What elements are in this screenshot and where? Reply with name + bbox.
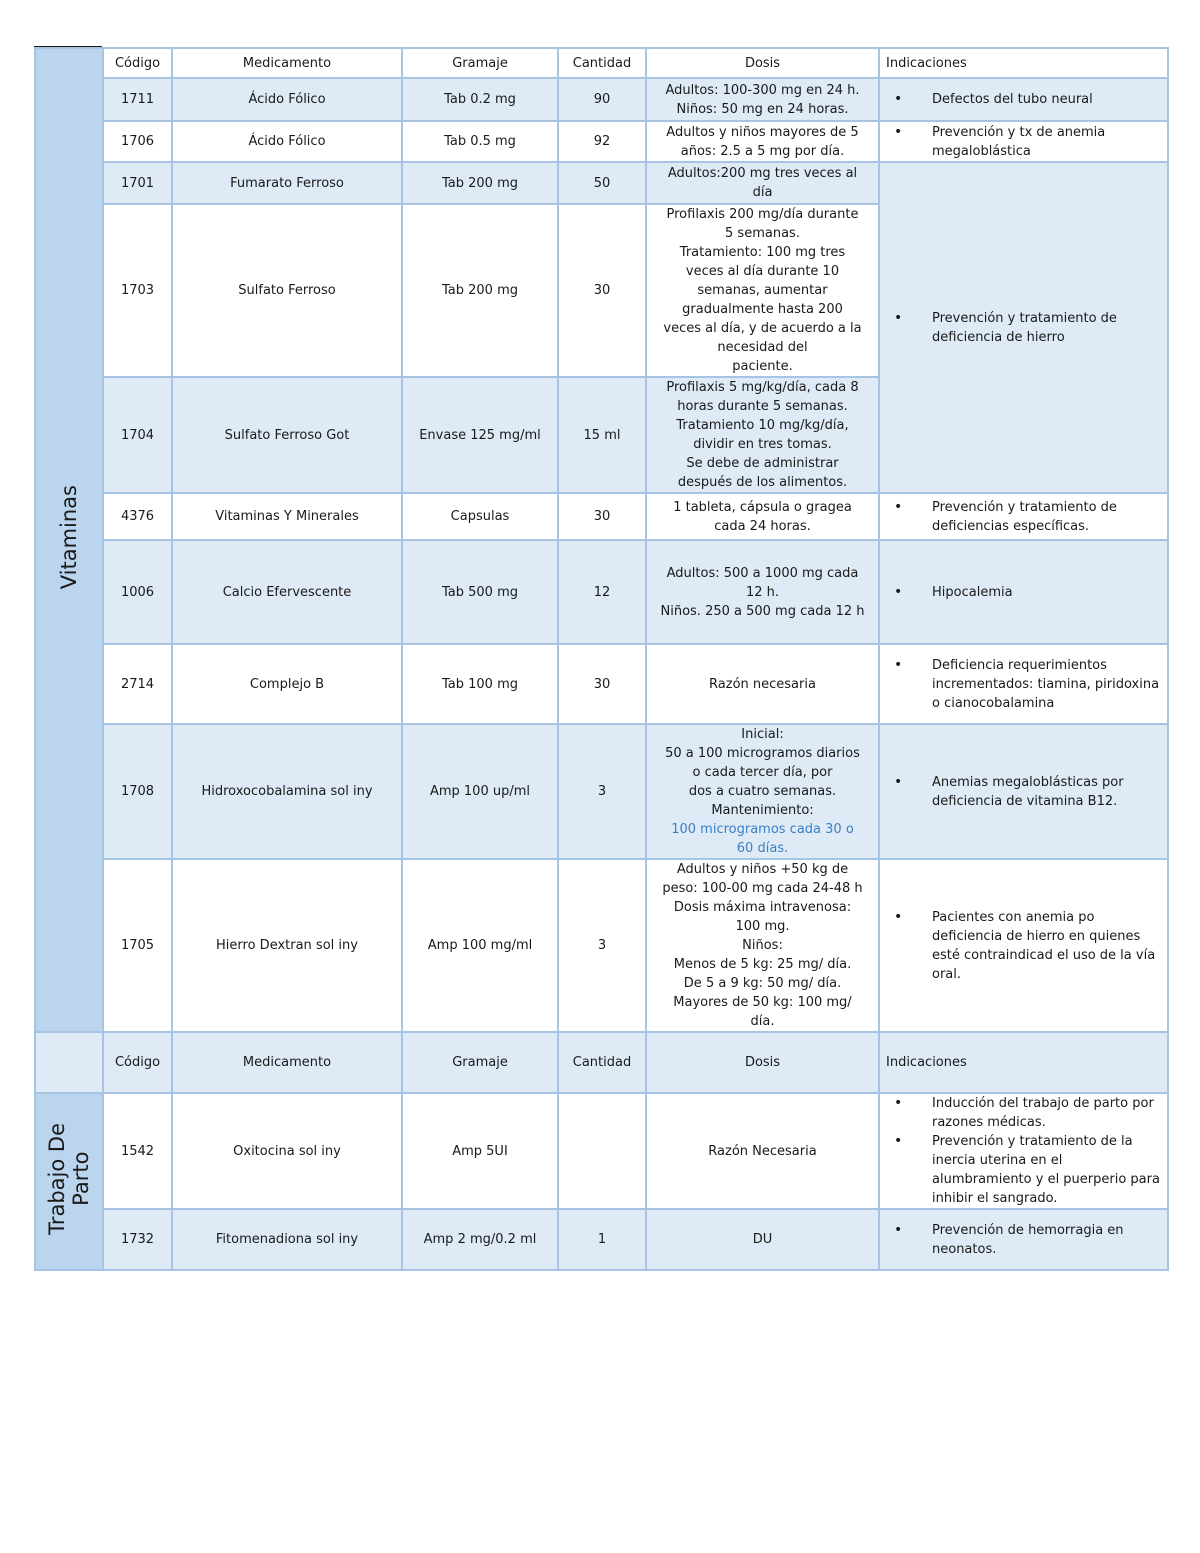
header-indicaciones: Indicaciones xyxy=(879,48,1168,78)
dose-line: Adultos y niños +50 kg de xyxy=(676,862,849,877)
indications-cell xyxy=(879,1209,1168,1270)
header-cantidad: Cantidad xyxy=(558,1032,646,1093)
dose-line: o cada tercer día, por xyxy=(692,765,833,780)
code-cell: 4376 xyxy=(103,493,172,540)
header-cantidad: Cantidad xyxy=(558,48,646,78)
name-cell: Oxitocina sol iny xyxy=(172,1093,402,1209)
dose-line-link: 60 días. xyxy=(736,841,789,856)
gramaje-cell: Amp 2 mg/0.2 ml xyxy=(402,1209,558,1270)
indications-cell xyxy=(879,724,1168,859)
dose-cell xyxy=(646,1093,879,1209)
gramaje-cell: Envase 125 mg/ml xyxy=(402,377,558,493)
dose-line: Se debe de administrar xyxy=(686,456,839,471)
table-row xyxy=(35,859,1168,1032)
dose-line-link: 100 microgramos cada 30 o xyxy=(671,822,854,837)
category-label-vitaminas: Vitaminas xyxy=(57,484,81,590)
dose-cell xyxy=(646,204,879,377)
header-dosis: Dosis xyxy=(646,48,879,78)
dose-line: 100 mg. xyxy=(735,919,790,934)
dose-line: Profilaxis 5 mg/kg/día, cada 8 xyxy=(666,380,859,395)
dose-line: paciente. xyxy=(732,359,793,374)
dose-line: Niños: 50 mg en 24 horas. xyxy=(676,101,849,117)
qty-cell: 50 xyxy=(558,162,646,204)
table-row xyxy=(35,540,1168,644)
indication-item: • Deficiencia requerimientos incrementados: tiamina, piridoxina o cianocobalamina xyxy=(932,656,1161,713)
dose-line: Adultos y niños mayores de 5 xyxy=(666,124,859,140)
code-cell: 1542 xyxy=(103,1093,172,1209)
qty-cell: 3 xyxy=(558,724,646,859)
header-codigo: Código xyxy=(103,48,172,78)
indication-item: • Hipocalemia xyxy=(932,583,1161,602)
indication-item: • Anemias megaloblásticas por deficiencia de vitamina B12. xyxy=(932,773,1161,811)
dose-line: después de los alimentos. xyxy=(677,475,848,490)
code-cell: 1703 xyxy=(103,204,172,377)
dose-line: Adultos:200 mg tres veces al xyxy=(667,166,858,181)
category-cell-vitaminas xyxy=(35,48,103,1032)
dose-line: 50 a 100 microgramos diarios xyxy=(665,746,860,761)
name-cell: Sulfato Ferroso xyxy=(172,204,402,377)
code-cell: 1711 xyxy=(103,78,172,121)
qty-cell xyxy=(558,1093,646,1209)
header-row xyxy=(35,48,1168,78)
category-cell-blank xyxy=(35,1032,103,1093)
dose-line: peso: 100-00 mg cada 24-48 h xyxy=(662,881,863,896)
dose-line: 1 tableta, cápsula o gragea xyxy=(673,499,852,515)
qty-cell: 30 xyxy=(558,493,646,540)
dose-cell xyxy=(646,644,879,724)
dose-line: 12 h. xyxy=(745,584,780,600)
table-row xyxy=(35,644,1168,724)
indications-cell xyxy=(879,78,1168,121)
qty-cell: 30 xyxy=(558,204,646,377)
dose-line: Inicial: xyxy=(741,727,784,742)
indication-item: • Prevención y tx de anemia megaloblástica xyxy=(932,123,1161,161)
dose-line: veces al día, y de acuerdo a la xyxy=(663,321,862,336)
gramaje-cell: Tab 0.5 mg xyxy=(402,121,558,162)
code-cell: 2714 xyxy=(103,644,172,724)
dose-line: semanas, aumentar xyxy=(697,283,828,298)
dose-line: cada 24 horas. xyxy=(714,518,811,534)
dose-line: Adultos: 100-300 mg en 24 h. xyxy=(665,82,860,98)
name-cell: Ácido Fólico xyxy=(172,121,402,162)
dose-line: Adultos: 500 a 1000 mg cada xyxy=(666,565,859,581)
indication-item: • Defectos del tubo neural xyxy=(932,90,1161,109)
dose-line: dos a cuatro semanas. xyxy=(688,784,837,799)
code-cell: 1706 xyxy=(103,121,172,162)
indications-cell xyxy=(879,644,1168,724)
qty-cell: 30 xyxy=(558,644,646,724)
dose-cell xyxy=(646,493,879,540)
name-cell: Fitomenadiona sol iny xyxy=(172,1209,402,1270)
dose-line: Profilaxis 200 mg/día durante xyxy=(666,207,859,222)
dose-line: Niños: xyxy=(742,938,783,953)
dose-line: años: 2.5 a 5 mg por día. xyxy=(680,143,845,159)
dose-line: Tratamiento: 100 mg tres xyxy=(679,245,846,260)
dose-cell xyxy=(646,859,879,1032)
indication-item: • Inducción del trabajo de parto por razones médicas. xyxy=(932,1094,1161,1132)
indication-item: • Prevención y tratamiento de deficiencia de hierro xyxy=(932,309,1161,347)
header-medicamento: Medicamento xyxy=(172,48,402,78)
qty-cell: 3 xyxy=(558,859,646,1032)
indication-item: • Prevención y tratamiento de la inercia uterina en el alumbramiento y el puerperio para inhibir el sangrado. xyxy=(932,1132,1161,1208)
dose-line: necesidad del xyxy=(717,340,808,355)
header-codigo: Código xyxy=(103,1032,172,1093)
qty-cell: 90 xyxy=(558,78,646,121)
dose-cell xyxy=(646,377,879,493)
code-cell: 1704 xyxy=(103,377,172,493)
name-cell: Sulfato Ferroso Got xyxy=(172,377,402,493)
gramaje-cell: Amp 100 mg/ml xyxy=(402,859,558,1032)
name-cell: Fumarato Ferroso xyxy=(172,162,402,204)
medication-table xyxy=(34,47,1169,1271)
indication-item: • Pacientes con anemia po deficiencia de hierro en quienes esté contraindicad el uso de la vía oral. xyxy=(932,908,1161,984)
dose-line: Niños. 250 a 500 mg cada 12 h xyxy=(660,603,865,619)
gramaje-cell: Tab 500 mg xyxy=(402,540,558,644)
indication-item: • Prevención y tratamiento de deficiencias específicas. xyxy=(932,498,1161,536)
table-row xyxy=(35,1093,1168,1209)
name-cell: Hidroxocobalamina sol iny xyxy=(172,724,402,859)
gramaje-cell: Amp 5UI xyxy=(402,1093,558,1209)
table-row xyxy=(35,1209,1168,1270)
dose-line: Menos de 5 kg: 25 mg/ día. xyxy=(673,957,852,972)
header-row-2 xyxy=(35,1032,1168,1093)
dose-cell xyxy=(646,724,879,859)
name-cell: Complejo B xyxy=(172,644,402,724)
code-cell: 1006 xyxy=(103,540,172,644)
dose-cell xyxy=(646,121,879,162)
indications-cell xyxy=(879,540,1168,644)
code-cell: 1708 xyxy=(103,724,172,859)
dose-line: gradualmente hasta 200 xyxy=(682,302,843,317)
table-row xyxy=(35,78,1168,121)
category-cell-trabajo-de-parto xyxy=(35,1093,103,1270)
dose-line: De 5 a 9 kg: 50 mg/ día. xyxy=(683,976,842,991)
table-row xyxy=(35,724,1168,859)
indication-item: • Prevención de hemorragia en neonatos. xyxy=(932,1221,1161,1259)
dose-line: día xyxy=(752,185,773,200)
indications-cell-merged xyxy=(879,162,1168,493)
header-dosis: Dosis xyxy=(646,1032,879,1093)
code-cell: 1732 xyxy=(103,1209,172,1270)
category-label-trabajo-de-parto: Trabajo De Parto xyxy=(45,1122,93,1235)
dose-cell xyxy=(646,78,879,121)
gramaje-cell: Tab 0.2 mg xyxy=(402,78,558,121)
indications-cell xyxy=(879,859,1168,1032)
gramaje-cell: Tab 100 mg xyxy=(402,644,558,724)
dose-line: Razón necesaria xyxy=(709,676,816,692)
dose-line: día. xyxy=(750,1014,775,1029)
header-gramaje: Gramaje xyxy=(402,48,558,78)
dose-line: Razón Necesaria xyxy=(708,1143,817,1159)
table-row xyxy=(35,162,1168,204)
dose-cell xyxy=(646,162,879,204)
qty-cell: 92 xyxy=(558,121,646,162)
code-cell: 1701 xyxy=(103,162,172,204)
dose-line: Dosis máxima intravenosa: xyxy=(673,900,852,915)
indications-cell xyxy=(879,121,1168,162)
table-row xyxy=(35,121,1168,162)
indications-cell xyxy=(879,1093,1168,1209)
dose-line: veces al día durante 10 xyxy=(685,264,840,279)
header-medicamento: Medicamento xyxy=(172,1032,402,1093)
qty-cell: 15 ml xyxy=(558,377,646,493)
gramaje-cell: Tab 200 mg xyxy=(402,204,558,377)
header-gramaje: Gramaje xyxy=(402,1032,558,1093)
code-cell: 1705 xyxy=(103,859,172,1032)
gramaje-cell: Capsulas xyxy=(402,493,558,540)
name-cell: Calcio Efervescente xyxy=(172,540,402,644)
table-row xyxy=(35,493,1168,540)
indications-cell xyxy=(879,493,1168,540)
header-indicaciones: Indicaciones xyxy=(879,1032,1168,1093)
dose-line: dividir en tres tomas. xyxy=(693,437,832,452)
qty-cell: 12 xyxy=(558,540,646,644)
dose-line: DU xyxy=(752,1232,773,1247)
dose-cell xyxy=(646,1209,879,1270)
dose-cell xyxy=(646,540,879,644)
dose-line: horas durante 5 semanas. xyxy=(677,399,848,414)
name-cell: Vitaminas Y Minerales xyxy=(172,493,402,540)
gramaje-cell: Tab 200 mg xyxy=(402,162,558,204)
gramaje-cell: Amp 100 up/ml xyxy=(402,724,558,859)
medication-table-page xyxy=(34,47,1167,1271)
name-cell: Hierro Dextran sol iny xyxy=(172,859,402,1032)
dose-line: Mayores de 50 kg: 100 mg/ xyxy=(673,995,852,1010)
dose-line: Tratamiento 10 mg/kg/día, xyxy=(676,418,849,433)
dose-line: 5 semanas. xyxy=(725,226,800,241)
name-cell: Ácido Fólico xyxy=(172,78,402,121)
qty-cell: 1 xyxy=(558,1209,646,1270)
dose-line: Mantenimiento: xyxy=(711,803,814,818)
